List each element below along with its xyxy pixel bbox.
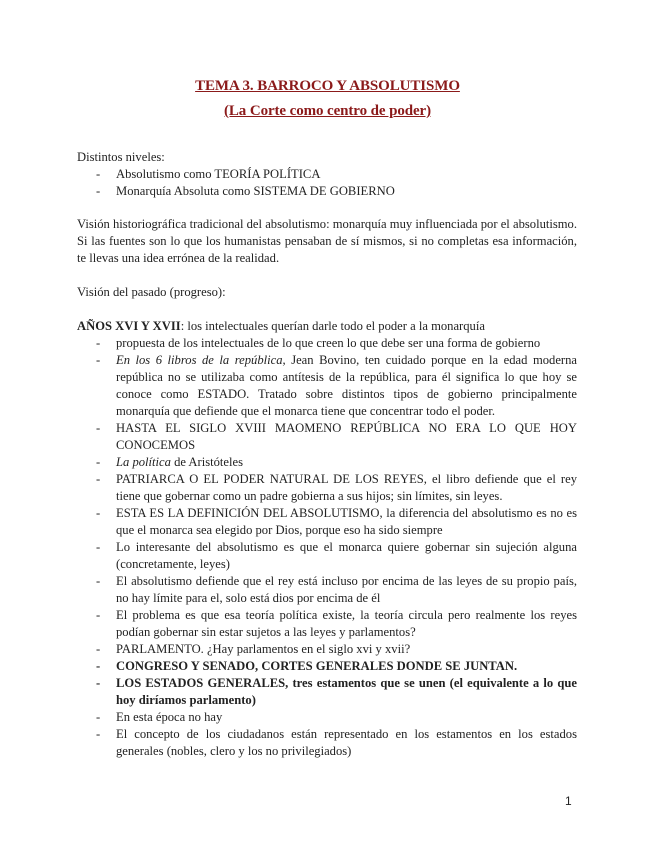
list-item: - Absolutismo como TEORÍA POLÍTICA bbox=[77, 166, 577, 183]
niveles-section bbox=[77, 149, 577, 200]
page-number: 1 bbox=[565, 794, 572, 808]
list-item: - Lo interesante del absolutismo es que el monarca quiere gobernar sin sujeción alguna (concretamente, leyes) bbox=[77, 539, 577, 573]
book-title-italic: La política bbox=[116, 455, 171, 469]
book-title-italic: En los 6 libros de la república, bbox=[116, 353, 286, 367]
list-item: - PATRIARCA O EL PODER NATURAL DE LOS REYES, el libro defiende que el rey tiene que gobernar como un padre gobierna a sus hijos; sin límites, sin leyes. bbox=[77, 471, 577, 505]
siglos-section bbox=[77, 318, 577, 760]
siglos-list bbox=[77, 335, 577, 760]
list-item: - El absolutismo defiende que el rey está incluso por encima de las leyes de su propio país, no hay límite para el, solo está dios por encima de él bbox=[77, 573, 577, 607]
list-item: - En esta época no hay bbox=[77, 709, 577, 726]
list-item: - propuesta de los intelectuales de lo que creen lo que debe ser una forma de gobierno bbox=[77, 335, 577, 352]
list-item-text: Jean Bovino, ten cuidado porque en la edad moderna república no se utilizaba como antítesis de la república, para él significa lo que hoy se conoce como ESTADO. Tratado sobre distintos tipos de gobierno principalmente monarquía que defiende que el monarca tiene que concentrar todo el poder. bbox=[116, 353, 577, 418]
page-subtitle: (La Corte como centro de poder) bbox=[224, 103, 431, 119]
siglos-lead-text: : los intelectuales querían darle todo el poder a la monarquía bbox=[180, 319, 485, 333]
vision-pasado-section bbox=[77, 284, 577, 301]
list-item bbox=[77, 352, 577, 420]
list-item bbox=[77, 454, 577, 471]
list-item: - CONGRESO Y SENADO, CORTES GENERALES DONDE SE JUNTAN. bbox=[77, 658, 577, 675]
siglos-lead-bold: AÑOS XVI Y XVII bbox=[77, 319, 181, 333]
list-item: - Monarquía Absoluta como SISTEMA DE GOBIERNO bbox=[77, 183, 577, 200]
vision-historiografica-paragraph: Visión historiográfica tradicional del absolutismo: monarquía muy influenciada por el absolutismo. Si las fuentes son lo que los humanistas pensaban de sí mismos, si no completas esa información, te llevas una idea errónea de la realidad. bbox=[77, 217, 577, 265]
list-item: - El problema es que esa teoría política existe, la teoría circula pero realmente los reyes podían gobernar sin estar sujetos a las leyes y parlamentos? bbox=[77, 607, 577, 641]
page-title: TEMA 3. BARROCO Y ABSOLUTISMO bbox=[195, 78, 460, 94]
siglos-lead bbox=[77, 318, 577, 335]
niveles-list bbox=[77, 166, 577, 200]
list-item: - ESTA ES LA DEFINICIÓN DEL ABSOLUTISMO, la diferencia del absolutismo es no es que el monarca sea elegido por Dios, porque eso ha sido siempre bbox=[77, 505, 577, 539]
list-item-text: de Aristóteles bbox=[170, 455, 243, 469]
vision-pasado-paragraph: Visión del pasado (progreso): bbox=[77, 285, 226, 299]
list-item: - El concepto de los ciudadanos están representado en los estamentos en los estados generales (nobles, clero y los no privilegiados) bbox=[77, 726, 577, 760]
vision-historiografica-section bbox=[77, 216, 577, 267]
niveles-heading: Distintos niveles: bbox=[77, 150, 165, 164]
list-item: - HASTA EL SIGLO XVIII MAOMENO REPÚBLICA NO ERA LO QUE HOY CONOCEMOS bbox=[77, 420, 577, 454]
list-item: - LOS ESTADOS GENERALES, tres estamentos que se unen (el equivalente a lo que hoy diríamos parlamento) bbox=[77, 675, 577, 709]
list-item: - PARLAMENTO. ¿Hay parlamentos en el siglo xvi y xvii? bbox=[77, 641, 577, 658]
